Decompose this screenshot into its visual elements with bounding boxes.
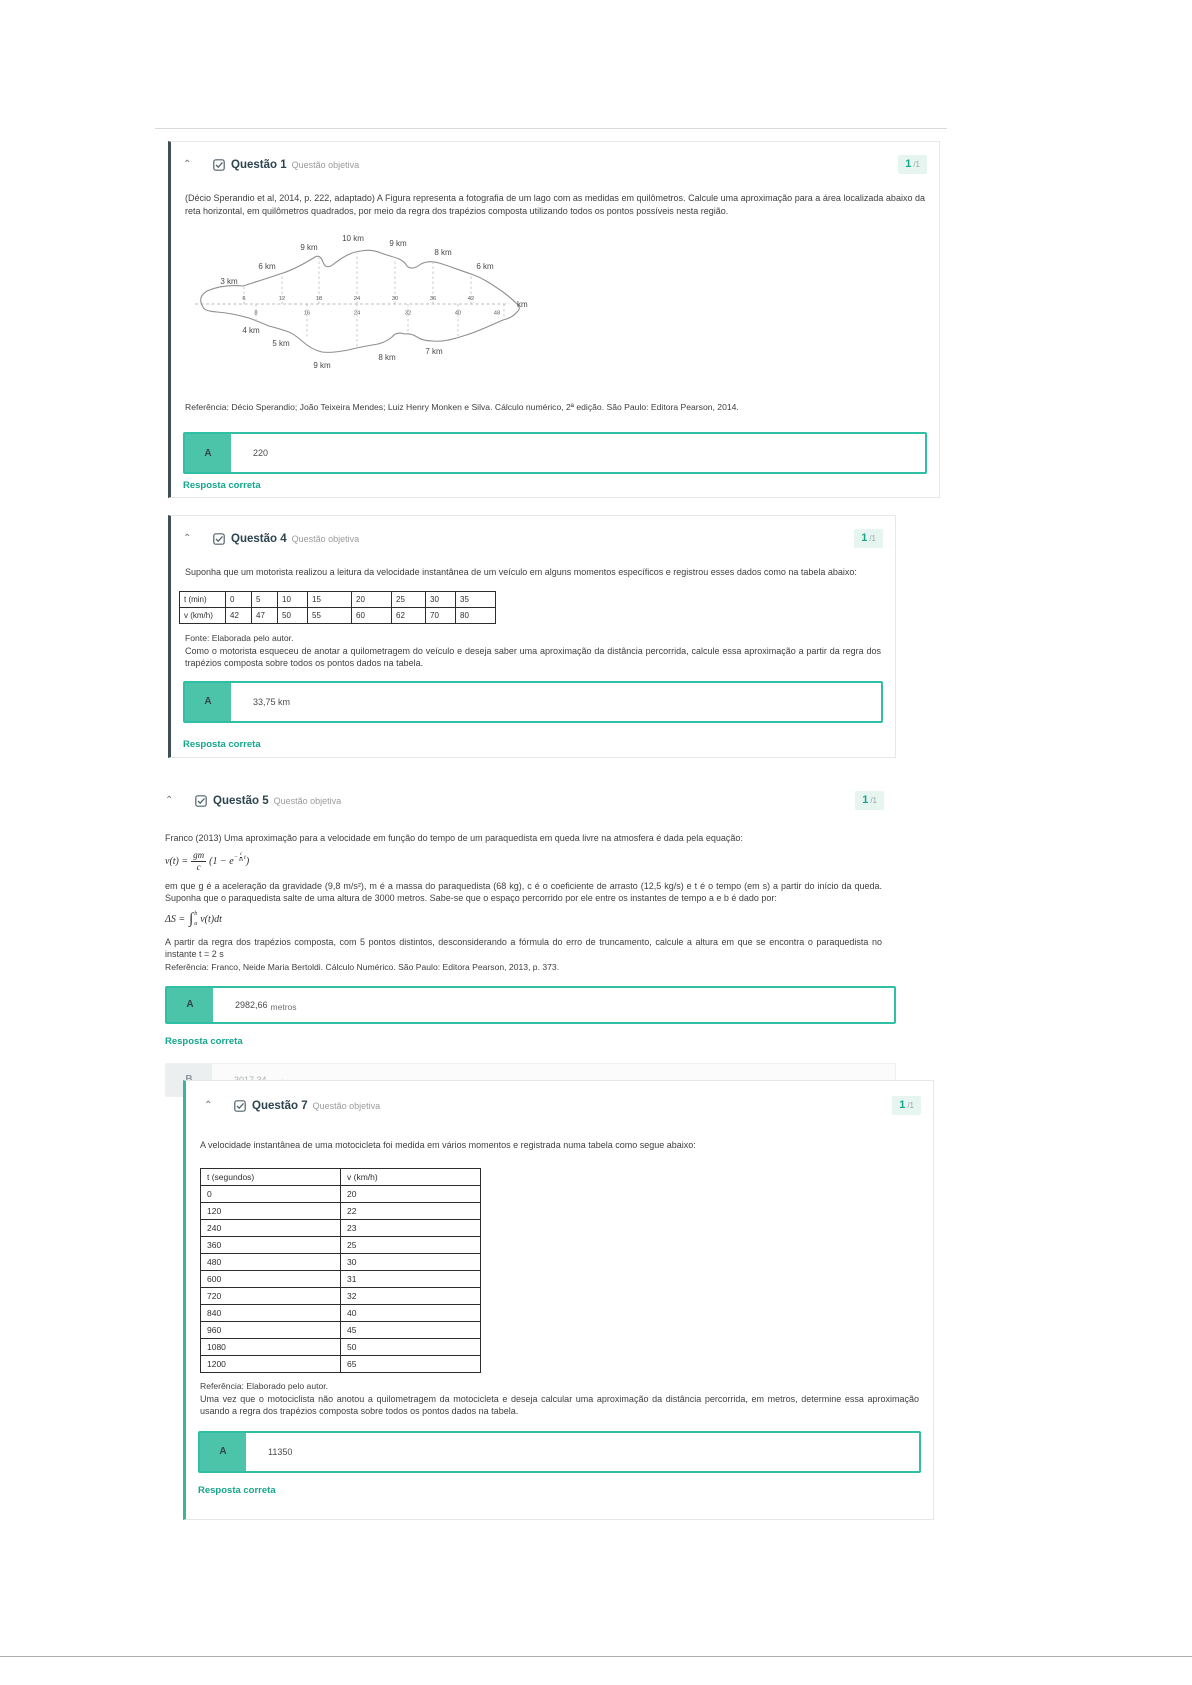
table-row — [201, 1287, 481, 1304]
chevron-up-icon[interactable]: ⌃ — [183, 158, 192, 170]
measure-label: 8 km — [378, 353, 396, 362]
checkbox-checked-icon — [234, 1100, 246, 1112]
table-cell: t (segundos) — [201, 1168, 341, 1185]
question-subtitle: Questão objetiva — [273, 795, 342, 806]
score-badge — [892, 1096, 921, 1115]
question-5-header — [165, 778, 896, 810]
table-cell: 120 — [201, 1202, 341, 1219]
question-statement: (Décio Sperandio et al, 2014, p. 222, adaptado) A Figura representa a fotografia de um lago com as medidas em quilômetros. Calcule uma aproximação para a área localizada abaixo da reta horizontal, em quilômetros quadrados, por meio da regra dos trapézios composta utilizando todos os pontos possíveis nesta região. — [185, 193, 925, 216]
score-value: 1 — [862, 794, 869, 806]
table-cell: 1080 — [201, 1338, 341, 1355]
table-cell: 240 — [201, 1219, 341, 1236]
question-statement-2: em que g é a aceleração da gravidade (9,8 m/s²), m é a massa do paraquedista (68 kg), c é o coeficiente de arrasto (12,5 kg/s) e t é o tempo (em s) a partir do início da queda. Suponha que o paraquedista salte de uma altura de 3000 metros. Sabe-se que o espaço percorrido por ele entre os instantes de tempo a e b é dado por: — [165, 880, 882, 903]
question-statement: Suponha que um motorista realizou a leitura da velocidade instantânea de um veículo em alguns momentos específicos e registrou esses dados como na tabela abaixo: — [185, 567, 857, 577]
table-cell: 720 — [201, 1287, 341, 1304]
question-title: Questão 5 — [213, 794, 269, 807]
score-total: /1 — [913, 160, 920, 169]
option-unit: metros — [270, 1001, 297, 1012]
option-text: 220 — [231, 434, 925, 472]
table-source: Fonte: Elaborada pelo autor. — [185, 632, 294, 643]
table-cell: 25 — [392, 591, 426, 607]
table-cell: 10 — [278, 591, 308, 607]
measure-label: 10 km — [342, 234, 364, 243]
axis-tick: 24 — [353, 296, 361, 302]
table-row — [180, 607, 496, 623]
axis-tick: 42 — [467, 296, 475, 302]
integral-symbol: ∫ — [189, 910, 194, 927]
score-badge — [855, 791, 884, 810]
axis-tick: 48 — [493, 310, 501, 317]
question-statement: Franco (2013) Uma aproximação para a velocidade em função do tempo de um paraquedista em queda livre na atmosfera é dada pela equação: — [165, 833, 743, 843]
table-cell: 32 — [341, 1287, 481, 1304]
measure-label: 3 km — [220, 277, 238, 286]
measure-label: 7 km — [425, 347, 443, 356]
axis-tick: 8 — [254, 310, 258, 317]
table-cell: 70 — [426, 607, 456, 623]
score-value: 1 — [899, 1099, 906, 1111]
table-row — [201, 1202, 481, 1219]
table-cell: 600 — [201, 1270, 341, 1287]
page-top-divider — [155, 128, 947, 129]
lake-figure — [191, 229, 536, 394]
option-letter: A — [185, 683, 231, 721]
question-card-5 — [165, 778, 896, 1064]
table-cell: 20 — [341, 1185, 481, 1202]
table-cell: 60 — [352, 607, 392, 623]
axis-tick: 36 — [429, 296, 437, 302]
measure-label: 5 km — [272, 339, 290, 348]
fraction: $\frac{gm}{c}$ — [193, 849, 205, 872]
measure-label: 9 km — [389, 239, 407, 248]
question-7-header — [186, 1081, 933, 1115]
option-value: 2982,66 — [235, 999, 268, 1010]
score-total: /1 — [870, 796, 877, 805]
table-cell: 62 — [392, 607, 426, 623]
correct-answer-label: Resposta correta — [165, 1035, 243, 1047]
measure-label: 9 km — [313, 361, 331, 370]
q4-velocity-table — [179, 591, 496, 624]
table-cell: 480 — [201, 1253, 341, 1270]
question-title: Questão 4 — [231, 532, 287, 545]
checkbox-checked-icon — [213, 159, 225, 171]
question-card-7 — [183, 1080, 934, 1520]
answer-option-a[interactable] — [183, 681, 883, 723]
table-cell: 65 — [341, 1355, 481, 1372]
table-row — [201, 1185, 481, 1202]
chevron-up-icon[interactable]: ⌃ — [204, 1099, 213, 1111]
question-4-header — [171, 516, 895, 548]
table-cell: 40 — [341, 1304, 481, 1321]
option-text — [213, 988, 894, 1022]
score-value: 1 — [905, 158, 912, 170]
exponent: − c m t — [233, 850, 246, 863]
measure-label: 8 km — [434, 248, 452, 257]
table-cell: 5 — [252, 591, 278, 607]
axis-tick: 32 — [404, 310, 412, 317]
table-cell: 840 — [201, 1304, 341, 1321]
axis-tick: 24 — [353, 310, 361, 317]
answer-option-a[interactable] — [198, 1431, 921, 1473]
integral-limits: b a — [194, 911, 198, 927]
axis-tick: 30 — [391, 296, 399, 302]
question-reference: Referência: Décio Sperandio; João Teixeira Mendes; Luiz Henry Monken e Silva. Cálculo numérico, 2ª edição. São Paulo: Editora Pearson, 2014. — [185, 402, 739, 412]
checkbox-checked-icon — [195, 795, 207, 807]
option-letter: A — [167, 988, 213, 1022]
correct-answer-label: Resposta correta — [198, 1484, 276, 1496]
option-letter: A — [185, 434, 231, 472]
score-badge — [854, 529, 883, 548]
score-badge — [898, 155, 927, 174]
question-title: Questão 1 — [231, 158, 287, 171]
question-card-4 — [168, 515, 896, 758]
option-letter: A — [200, 1433, 246, 1471]
question-reference: Referência: Franco, Neide Maria Bertoldi. Cálculo Numérico. São Paulo: Editora Pearson, 2013, p. 373. — [165, 961, 560, 972]
table-cell: v (km/h) — [341, 1168, 481, 1185]
axis-tick: 12 — [278, 296, 286, 302]
formula-lhs: ΔS = — [165, 913, 186, 925]
table-row — [201, 1355, 481, 1372]
table-cell: 35 — [456, 591, 496, 607]
axis-unit-label: km — [517, 300, 528, 309]
question-1-header — [171, 142, 939, 174]
table-cell: 0 — [201, 1185, 341, 1202]
correct-answer-label-clipped: Resposta correta — [183, 480, 261, 491]
question-statement-3: A partir da regra dos trapézios composta, com 5 pontos distintos, desconsiderando a fórmula do erro de truncamento, calcule a altura em que se encontra o paraquedista no instante t = 2 s — [165, 936, 882, 959]
table-cell: 30 — [341, 1253, 481, 1270]
table-cell: 20 — [352, 591, 392, 607]
axis-tick: 6 — [242, 296, 246, 302]
table-cell: 960 — [201, 1321, 341, 1338]
table-cell: 45 — [341, 1321, 481, 1338]
table-cell: 50 — [278, 607, 308, 623]
table-cell: 22 — [341, 1202, 481, 1219]
table-cell: 1200 — [201, 1355, 341, 1372]
question-title: Questão 7 — [252, 1099, 308, 1112]
option-text: 11350 — [246, 1433, 919, 1471]
table-row — [201, 1304, 481, 1321]
correct-answer-label: Resposta correta — [183, 738, 261, 750]
question-subtitle: Questão objetiva — [312, 1100, 381, 1111]
question-prompt: Como o motorista esqueceu de anotar a quilometragem do veículo e deseja saber uma aproximação da distância percorrida, calcule essa aproximação a partir da regra dos trapézios composta sobre todos os pontos dados na tabela. — [185, 645, 881, 668]
table-row — [201, 1253, 481, 1270]
measure-label: 6 km — [258, 262, 276, 271]
table-source: Referência: Elaborado pelo autor. — [200, 1380, 329, 1391]
answer-option-a[interactable] — [183, 432, 927, 474]
table-cell: 55 — [308, 607, 352, 623]
answer-option-a[interactable] — [165, 986, 896, 1024]
question-subtitle: Questão objetiva — [291, 159, 360, 170]
axis-tick: 18 — [315, 296, 323, 302]
chevron-up-icon[interactable]: ⌃ — [165, 794, 174, 806]
measure-label: 6 km — [476, 262, 494, 271]
table-row — [201, 1338, 481, 1355]
table-cell: 50 — [341, 1338, 481, 1355]
table-cell: 15 — [308, 591, 352, 607]
table-cell: 25 — [341, 1236, 481, 1253]
table-cell: 47 — [252, 607, 278, 623]
table-cell: 23 — [341, 1219, 481, 1236]
table-row — [201, 1236, 481, 1253]
score-total: /1 — [907, 1101, 914, 1110]
table-cell: 0 — [226, 591, 252, 607]
option-text: 33,75 km — [231, 683, 881, 721]
checkbox-checked-icon — [213, 533, 225, 545]
table-row — [201, 1219, 481, 1236]
measure-label: 9 km — [300, 243, 318, 252]
q7-velocity-table — [200, 1168, 481, 1373]
question-card-1 — [168, 141, 940, 498]
table-row — [201, 1321, 481, 1338]
chevron-up-icon[interactable]: ⌃ — [183, 532, 192, 544]
page-bottom-divider — [0, 1656, 1192, 1657]
question-prompt: Uma vez que o motociclista não anotou a quilometragem da motocicleta e deseja calcular uma aproximação da distância percorrida, em metros, determine essa aproximação usando a regra dos trapézios composta sobre todos os pontos dados na tabela. — [200, 1393, 919, 1416]
velocity-formula: v(t) = $\frac{gm}{c}$ (1 − e $^{- \frac{c}{m} t}$ ) — [165, 849, 250, 872]
table-row — [201, 1270, 481, 1287]
table-cell: 31 — [341, 1270, 481, 1287]
table-row — [180, 591, 496, 607]
axis-tick: 16 — [303, 310, 311, 317]
table-row — [201, 1168, 481, 1185]
table-cell: 30 — [426, 591, 456, 607]
table-cell: t (min) — [180, 591, 226, 607]
integral-formula: ΔS = ∫ b a v(t)dt — [165, 910, 222, 927]
score-value: 1 — [861, 532, 868, 544]
table-cell: v (km/h) — [180, 607, 226, 623]
table-cell: 80 — [456, 607, 496, 623]
question-subtitle: Questão objetiva — [291, 533, 360, 544]
score-total: /1 — [869, 534, 876, 543]
question-statement: A velocidade instantânea de uma motocicleta foi medida em vários momentos e registrada numa tabela como segue abaixo: — [200, 1140, 696, 1150]
table-cell: 360 — [201, 1236, 341, 1253]
axis-tick: 40 — [454, 310, 462, 317]
formula-lhs: v(t) = — [165, 855, 189, 867]
table-cell: 42 — [226, 607, 252, 623]
measure-label: 4 km — [242, 326, 260, 335]
